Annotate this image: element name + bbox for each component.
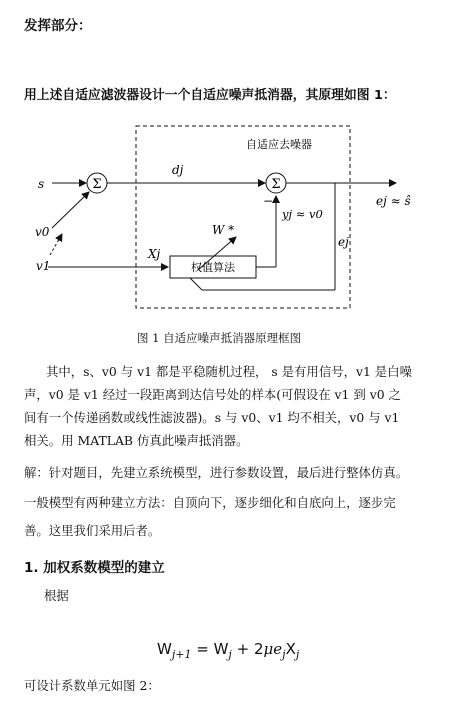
- paragraph-line: 解：针对题目，先建立系统模型，进行参数设置，最后进行整体仿真。: [24, 465, 409, 480]
- paragraph-line: 其中，s、v0 与 v1 都是平稳随机过程， s 是有用信号，v1 是白噪: [46, 364, 412, 379]
- paragraph-line: 声，v0 是 v1 经过一段距离到达信号处的样本(可假设在 v1 到 v0 之: [24, 387, 401, 402]
- formula-tail: X: [285, 640, 296, 658]
- formula-mu-e: μe: [263, 640, 283, 658]
- label-ej: ej: [338, 235, 349, 249]
- paragraph-line: 一般模型有两种建立方法：自顶向下，逐步细化和自底向上，逐步完: [24, 495, 396, 510]
- formula-eq: = W: [191, 640, 229, 658]
- closing-text: 可设计系数单元如图 2：: [24, 678, 160, 693]
- block-label: 权值算法: [191, 261, 235, 274]
- section-title: 1. 加权系数模型的建立: [24, 560, 165, 576]
- formula-lhs-sub: j+1: [171, 648, 192, 661]
- paragraph-line: 相关。用 MATLAB 仿真此噪声抵消器。: [24, 433, 249, 448]
- label-s: s: [38, 177, 45, 191]
- label-output: ej ≈ ŝ: [376, 194, 411, 208]
- weight-update-formula: [157, 640, 299, 661]
- label-dj: dj: [172, 163, 184, 177]
- formula-rhs-sub: j: [228, 648, 232, 661]
- box-label: 自适应去噪器: [246, 138, 312, 151]
- formula-lhs: W: [157, 640, 172, 658]
- label-w-star: W *: [212, 223, 235, 237]
- label-xj: Xj: [148, 247, 161, 261]
- paragraph-line: 间有一个传递函数或线性滤波器)。s 与 v0、v1 均不相关，v0 与 v1: [24, 410, 400, 425]
- according-text: 根据: [44, 588, 69, 603]
- label-v0: v0: [35, 225, 50, 239]
- label-yj: yj ≈ v0: [282, 207, 323, 221]
- summer-2-symbol: Σ: [271, 177, 281, 192]
- noise-canceller-diagram: [0, 112, 454, 317]
- label-v1: v1: [36, 259, 51, 273]
- formula-tail-sub: j: [295, 648, 300, 661]
- paragraph-line: 善。这里我们采用后者。: [24, 523, 161, 538]
- formula-e-sub: j: [282, 648, 286, 661]
- section-heading: 发挥部分：: [24, 18, 92, 34]
- formula-mid: + 2: [231, 640, 264, 658]
- minus-sign: −: [263, 194, 274, 208]
- figure-caption: 图 1 自适应噪声抵消器原理框图: [137, 331, 302, 345]
- task-line: 用上述自适应滤波器设计一个自适应噪声抵消器，其原理如图 1：: [24, 88, 396, 103]
- summer-1-symbol: Σ: [92, 177, 102, 192]
